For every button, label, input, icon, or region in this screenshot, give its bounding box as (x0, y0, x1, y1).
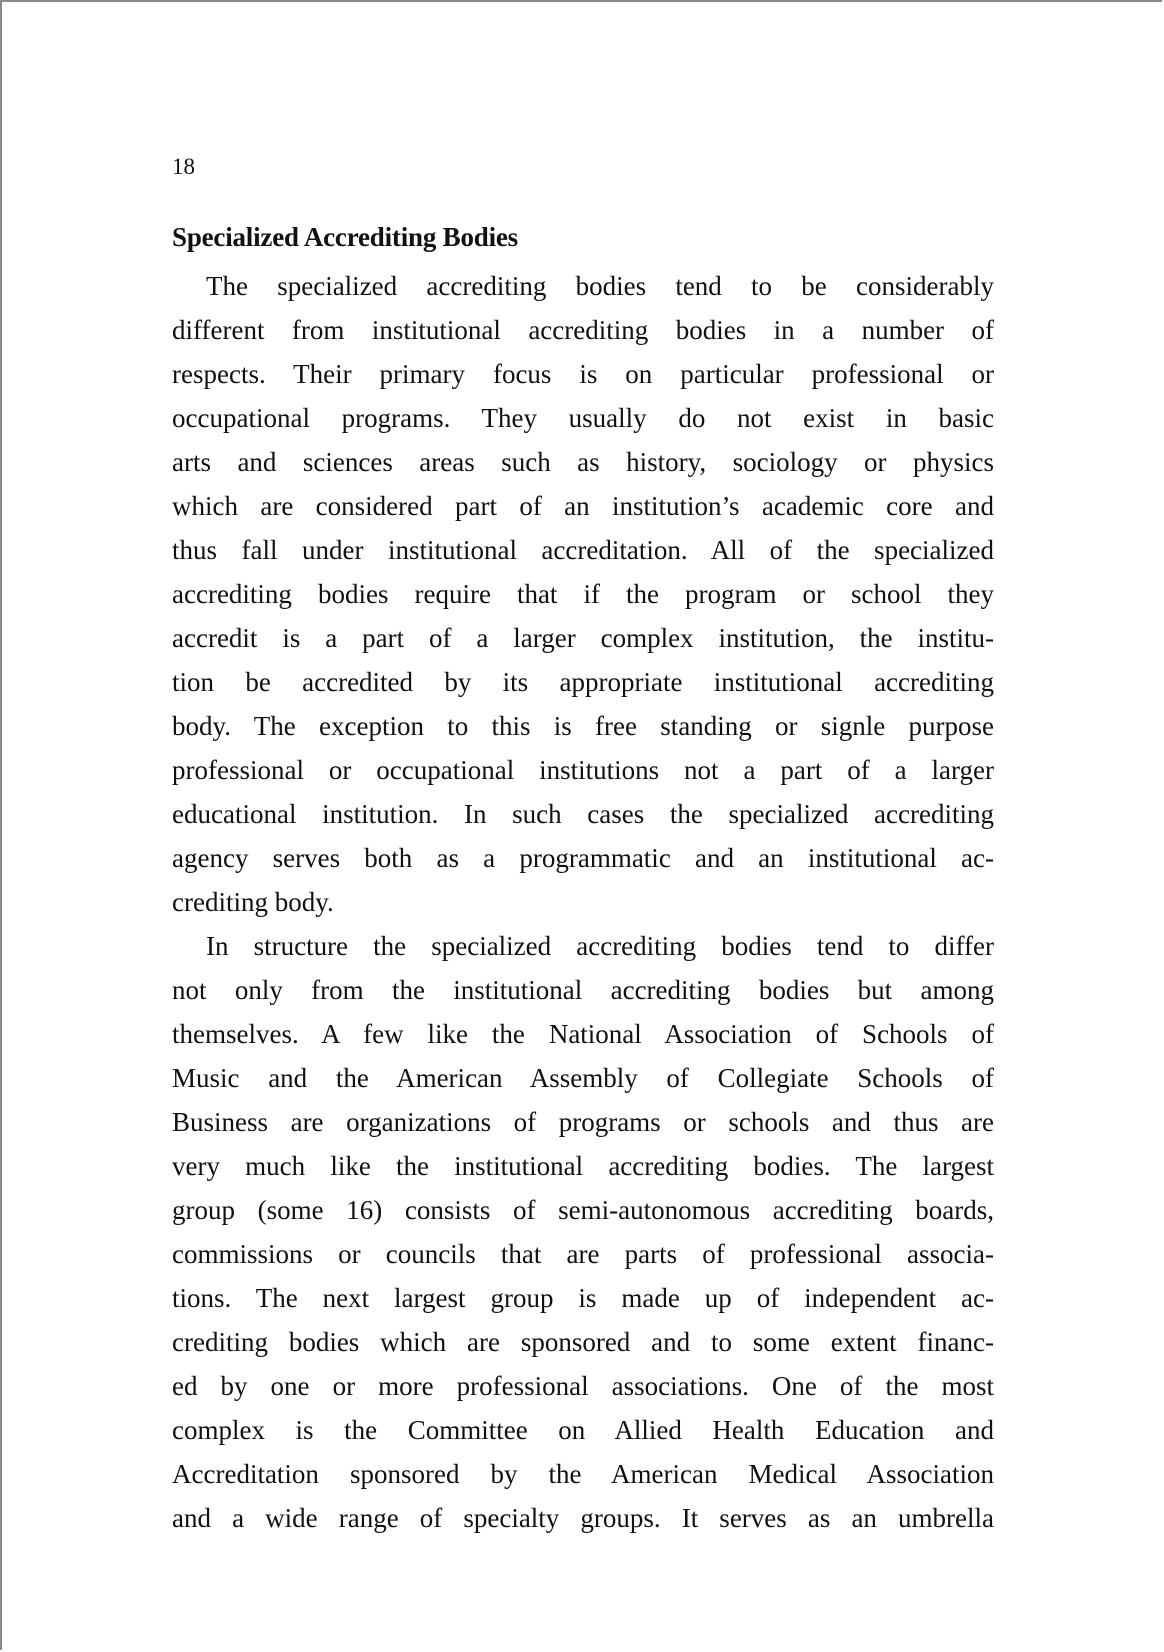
paragraph-1-line-2: different from institutional accrediting bodies in a number of (172, 315, 994, 345)
paragraph-2-line-3: themselves. A few like the National Association of Schools of (172, 1019, 994, 1049)
paragraph-1-line-3: respects. Their primary focus is on particular professional or (172, 359, 994, 389)
paragraph-2-line-14: and a wide range of specialty groups. It serves as an umbrella (172, 1503, 994, 1533)
paragraph-1-line-7: thus fall under institutional accreditation. All of the specialized (172, 535, 994, 565)
paragraph-1-line-6: which are considered part of an institution’s academic core and (172, 491, 994, 521)
body-text (172, 264, 994, 1540)
paragraph-2-line-1: In structure the specialized accrediting bodies tend to differ (206, 931, 994, 961)
paragraph-2-line-13: Accreditation sponsored by the American Medical Association (172, 1459, 994, 1489)
paragraph-2-line-10: crediting bodies which are sponsored and to some extent financ- (172, 1327, 994, 1357)
paragraph-2-line-2: not only from the institutional accrediting bodies but among (172, 975, 994, 1005)
paragraph-1-line-10: tion be accredited by its appropriate institutional accrediting (172, 667, 994, 697)
paragraph-2-line-9: tions. The next largest group is made up of independent ac- (172, 1283, 994, 1313)
paragraph-2-line-8: commissions or councils that are parts of professional associa- (172, 1239, 994, 1269)
paragraph-2-line-5: Business are organizations of programs or schools and thus are (172, 1107, 994, 1137)
paragraph-1-line-14: agency serves both as a programmatic and an institutional ac- (172, 843, 994, 873)
paragraph-1-line-12: professional or occupational institutions not a part of a larger (172, 755, 994, 785)
paragraph-1-line-9: accredit is a part of a larger complex institution, the institu- (172, 623, 994, 653)
page-number: 18 (172, 154, 195, 179)
paragraph-2-line-6: very much like the institutional accrediting bodies. The largest (172, 1151, 994, 1181)
paragraph-2-line-12: complex is the Committee on Allied Health Education and (172, 1415, 994, 1445)
section-heading: Specialized Accrediting Bodies (172, 222, 518, 252)
paragraph-2-line-4: Music and the American Assembly of Collegiate Schools of (172, 1063, 994, 1093)
paragraph-1-line-1: The specialized accrediting bodies tend to be considerably (206, 271, 994, 301)
paragraph-1-line-4: occupational programs. They usually do not exist in basic (172, 403, 994, 433)
paragraph-1-line-11: body. The exception to this is free standing or signle purpose (172, 711, 994, 741)
paragraph-2-line-7: group (some 16) consists of semi-autonomous accrediting boards, (172, 1195, 994, 1225)
paragraph-1-line-5: arts and sciences areas such as history, sociology or physics (172, 447, 994, 477)
paragraph-1-line-15: crediting body. (172, 887, 334, 917)
paragraph-1-line-8: accrediting bodies require that if the program or school they (172, 579, 994, 609)
paragraph-2-line-11: ed by one or more professional associations. One of the most (172, 1371, 994, 1401)
paragraph-1-line-13: educational institution. In such cases the specialized accrediting (172, 799, 994, 829)
